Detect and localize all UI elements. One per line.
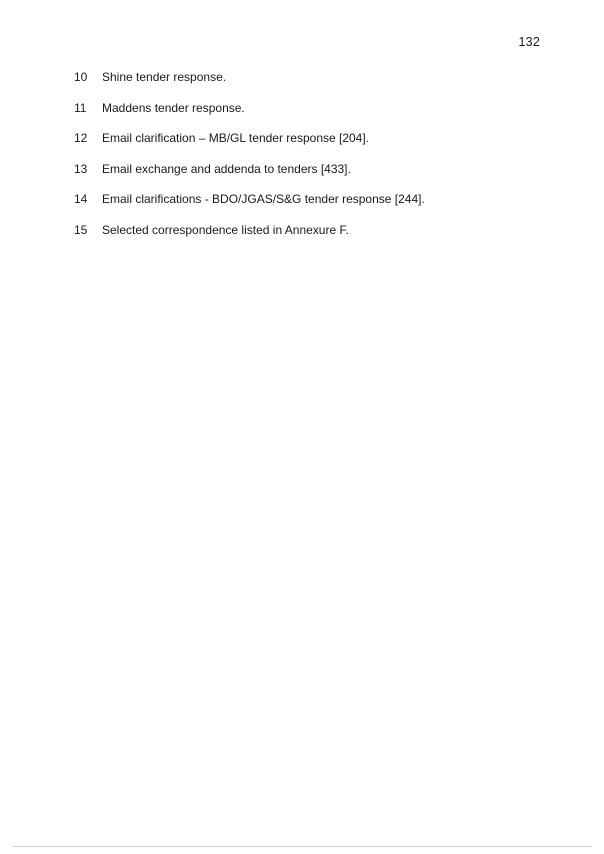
item-number: 12	[74, 131, 88, 145]
list-item	[0, 223, 604, 254]
item-number: 13	[74, 161, 88, 176]
item-number: 11	[74, 100, 87, 115]
numbered-list	[0, 70, 604, 253]
item-text: Shine tender response.	[102, 70, 227, 84]
list-item	[0, 70, 604, 101]
item-text: Email clarifications - BDO/JGAS/S&G tender response [244].	[102, 192, 425, 206]
list-item	[0, 192, 604, 223]
item-text: Selected correspondence listed in Annexure F.	[102, 222, 349, 237]
item-number: 15	[74, 222, 88, 237]
item-text: Email clarification – MB/GL tender response [204].	[102, 131, 370, 145]
item-number: 10	[74, 70, 88, 84]
item-text: Maddens tender response.	[102, 100, 245, 115]
page-bottom-rule	[12, 846, 592, 847]
page-number: 132	[518, 35, 540, 49]
list-item	[0, 101, 604, 132]
list-item	[0, 131, 604, 162]
list-item	[0, 162, 604, 193]
item-number: 14	[74, 192, 88, 206]
item-text: Email exchange and addenda to tenders [433].	[102, 161, 351, 176]
